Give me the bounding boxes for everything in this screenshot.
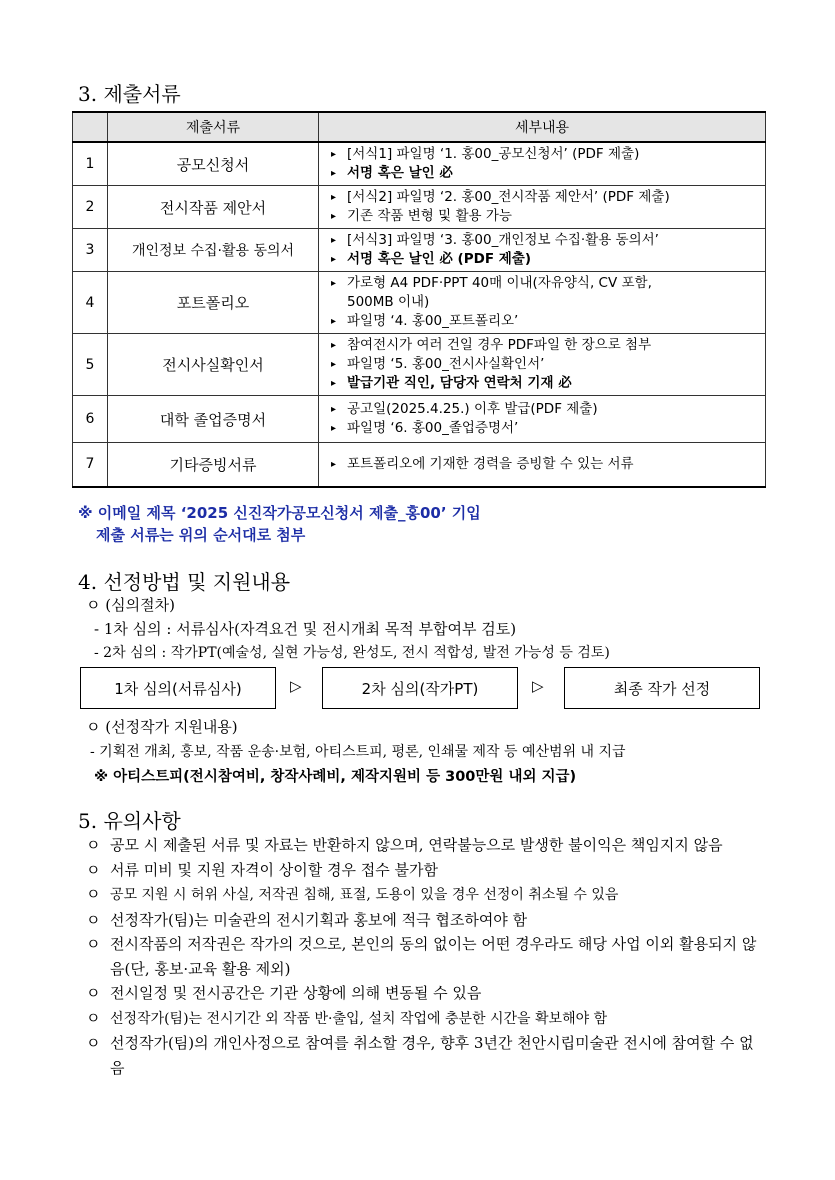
cautions-list	[86, 833, 766, 1080]
table-row	[73, 272, 766, 334]
detail-line: ▸ 파일명 ‘5. 홍00_전시사실확인서’	[331, 355, 759, 374]
detail-line: ▸ 공고일(2025.4.25.) 이후 발급(PDF 제출)	[331, 400, 759, 419]
section5-heading: 5. 유의사항	[78, 809, 181, 833]
row-details	[319, 272, 766, 334]
caution-text: 서류 미비 및 지원 자격이 상이할 경우 접수 불가함	[110, 860, 438, 879]
row-num: 5	[73, 334, 108, 396]
notice-line: 제출 서류는 위의 순서대로 첨부	[96, 526, 306, 544]
list-item	[86, 882, 766, 908]
caution-text: 전시작품의 저작권은 작가의 것으로, 본인의 동의 없이는 어떤 경우라도 해당 사업 이외 활용되지 않음(단, 홍보·교육 활용 제외)	[110, 935, 757, 978]
row-num: 4	[73, 272, 108, 334]
detail-line: ▸ 포트폴리오에 기재한 경력을 증빙할 수 있는 서류	[331, 455, 759, 474]
caution-text: 선정작가(팀)는 미술관의 전시기획과 홍보에 적극 협조하여야 함	[110, 910, 528, 929]
table-header-row	[73, 112, 766, 142]
list-item	[86, 1031, 766, 1080]
row-details	[319, 142, 766, 186]
detail-line: ▸ 발급기관 직인, 담당자 연락처 기재 必	[331, 374, 759, 393]
row-doc-name: 전시사실확인서	[108, 334, 319, 396]
detail-line: ▸ [서식2] 파일명 ‘2. 홍00_전시작품 제안서’ (PDF 제출)	[331, 188, 759, 207]
detail-line: ▸ 기존 작품 변형 및 활용 가능	[331, 207, 759, 226]
flow-arrow-icon: ▷	[290, 677, 302, 695]
row-details	[319, 443, 766, 487]
list-item	[86, 981, 766, 1006]
table-row	[73, 443, 766, 487]
table-row	[73, 142, 766, 186]
email-subject-notice	[78, 502, 481, 546]
support-item: - 기획전 개최, 홍보, 작품 운송·보험, 아티스트피, 평론, 인쇄물 제작 등 예산범위 내 지급	[90, 744, 626, 760]
circle-bullet-icon: ㅇ	[86, 1034, 101, 1052]
header-details: 세부내용	[319, 112, 766, 142]
caution-text: 선정작가(팀)의 개인사정으로 참여를 취소할 경우, 향후 3년간 천안시립미술관 전시에 참여할 수 없음	[110, 1034, 754, 1077]
row-details	[319, 396, 766, 443]
flow-step-artist-pt: 2차 심의(작가PT)	[322, 667, 518, 709]
header-document: 제출서류	[108, 112, 319, 142]
row-details	[319, 229, 766, 272]
row-doc-name: 개인정보 수집·활용 동의서	[108, 229, 319, 272]
list-item	[86, 833, 766, 858]
circle-bullet-icon: ㅇ	[86, 836, 101, 854]
support-title: ㅇ (선정작가 지원내용)	[86, 718, 238, 736]
row-num: 3	[73, 229, 108, 272]
submission-documents-table	[72, 111, 766, 488]
artist-fee-note: ※ 아티스트피(전시참여비, 창작사례비, 제작지원비 등 300만원 내외 지급)	[94, 769, 577, 785]
flow-arrow-icon: ▷	[532, 677, 544, 695]
review-step-1: - 1차 심의 : 서류심사(자격요건 및 전시개최 목적 부합여부 검토)	[94, 620, 517, 638]
review-step-2: - 2차 심의 : 작가PT(예술성, 실현 가능성, 완성도, 전시 적합성, 발전 가능성 등 검토)	[94, 645, 610, 661]
caution-text: 선정작가(팀)는 전시기간 외 작품 반·출입, 설치 작업에 충분한 시간을 확보해야 함	[110, 1010, 608, 1027]
selection-flow	[80, 667, 760, 709]
table-row	[73, 186, 766, 229]
section4-heading: 4. 선정방법 및 지원내용	[78, 570, 291, 594]
detail-line: ▸ 서명 혹은 날인 必 (PDF 제출)	[331, 250, 759, 269]
list-item	[86, 858, 766, 883]
detail-line: ▸ [서식1] 파일명 ‘1. 홍00_공모신청서’ (PDF 제출)	[331, 145, 759, 164]
detail-line: ▸ 파일명 ‘4. 홍00_포트폴리오’	[331, 312, 759, 331]
circle-bullet-icon: ㅇ	[86, 860, 101, 879]
list-item	[86, 1006, 766, 1032]
circle-bullet-icon: ㅇ	[86, 910, 101, 929]
list-item	[86, 932, 766, 981]
list-item	[86, 908, 766, 933]
caution-text: 전시일정 및 전시공간은 기관 상황에 의해 변동될 수 있음	[110, 984, 482, 1002]
table-row	[73, 396, 766, 443]
circle-bullet-icon: ㅇ	[86, 885, 101, 903]
caution-text: 공모 시 제출된 서류 및 자료는 반환하지 않으며, 연락불능으로 발생한 불이익은 책임지지 않음	[110, 836, 723, 854]
notice-line: ※ 이메일 제목 ‘2025 신진작가공모신청서 제출_홍00’ 기입	[78, 504, 481, 522]
header-num	[73, 112, 108, 142]
flow-step-document-review: 1차 심의(서류심사)	[80, 667, 276, 709]
detail-line: ▸ 파일명 ‘6. 홍00_졸업증명서’	[331, 419, 759, 438]
procedure-title: ㅇ (심의절차)	[86, 596, 175, 614]
row-doc-name: 공모신청서	[108, 142, 319, 186]
row-doc-name: 기타증빙서류	[108, 443, 319, 487]
detail-line: ▸ 서명 혹은 날인 必	[331, 164, 759, 183]
row-details	[319, 334, 766, 396]
table-row	[73, 229, 766, 272]
row-num: 1	[73, 142, 108, 186]
circle-bullet-icon: ㅇ	[86, 984, 101, 1002]
detail-line: ▸ [서식3] 파일명 ‘3. 홍00_개인정보 수집·활용 동의서’	[331, 231, 759, 250]
table-row	[73, 334, 766, 396]
row-num: 2	[73, 186, 108, 229]
detail-line: ▸ 가로형 A4 PDF·PPT 40매 이내(자유양식, CV 포함,	[331, 274, 759, 293]
section3-heading: 3. 제출서류	[78, 82, 181, 106]
flow-step-final-selection: 최종 작가 선정	[564, 667, 760, 709]
row-num: 7	[73, 443, 108, 487]
detail-line: ▸ 참여전시가 여러 건일 경우 PDF파일 한 장으로 첨부	[331, 336, 759, 355]
row-doc-name: 포트폴리오	[108, 272, 319, 334]
row-doc-name: 대학 졸업증명서	[108, 396, 319, 443]
row-details	[319, 186, 766, 229]
row-num: 6	[73, 396, 108, 443]
circle-bullet-icon: ㅇ	[86, 1008, 101, 1027]
caution-text: 공모 지원 시 허위 사실, 저작권 침해, 표절, 도용이 있을 경우 선정이 취소될 수 있음	[110, 887, 619, 903]
circle-bullet-icon: ㅇ	[86, 935, 101, 953]
row-doc-name: 전시작품 제안서	[108, 186, 319, 229]
detail-line: 500MB 이내)	[347, 294, 430, 310]
